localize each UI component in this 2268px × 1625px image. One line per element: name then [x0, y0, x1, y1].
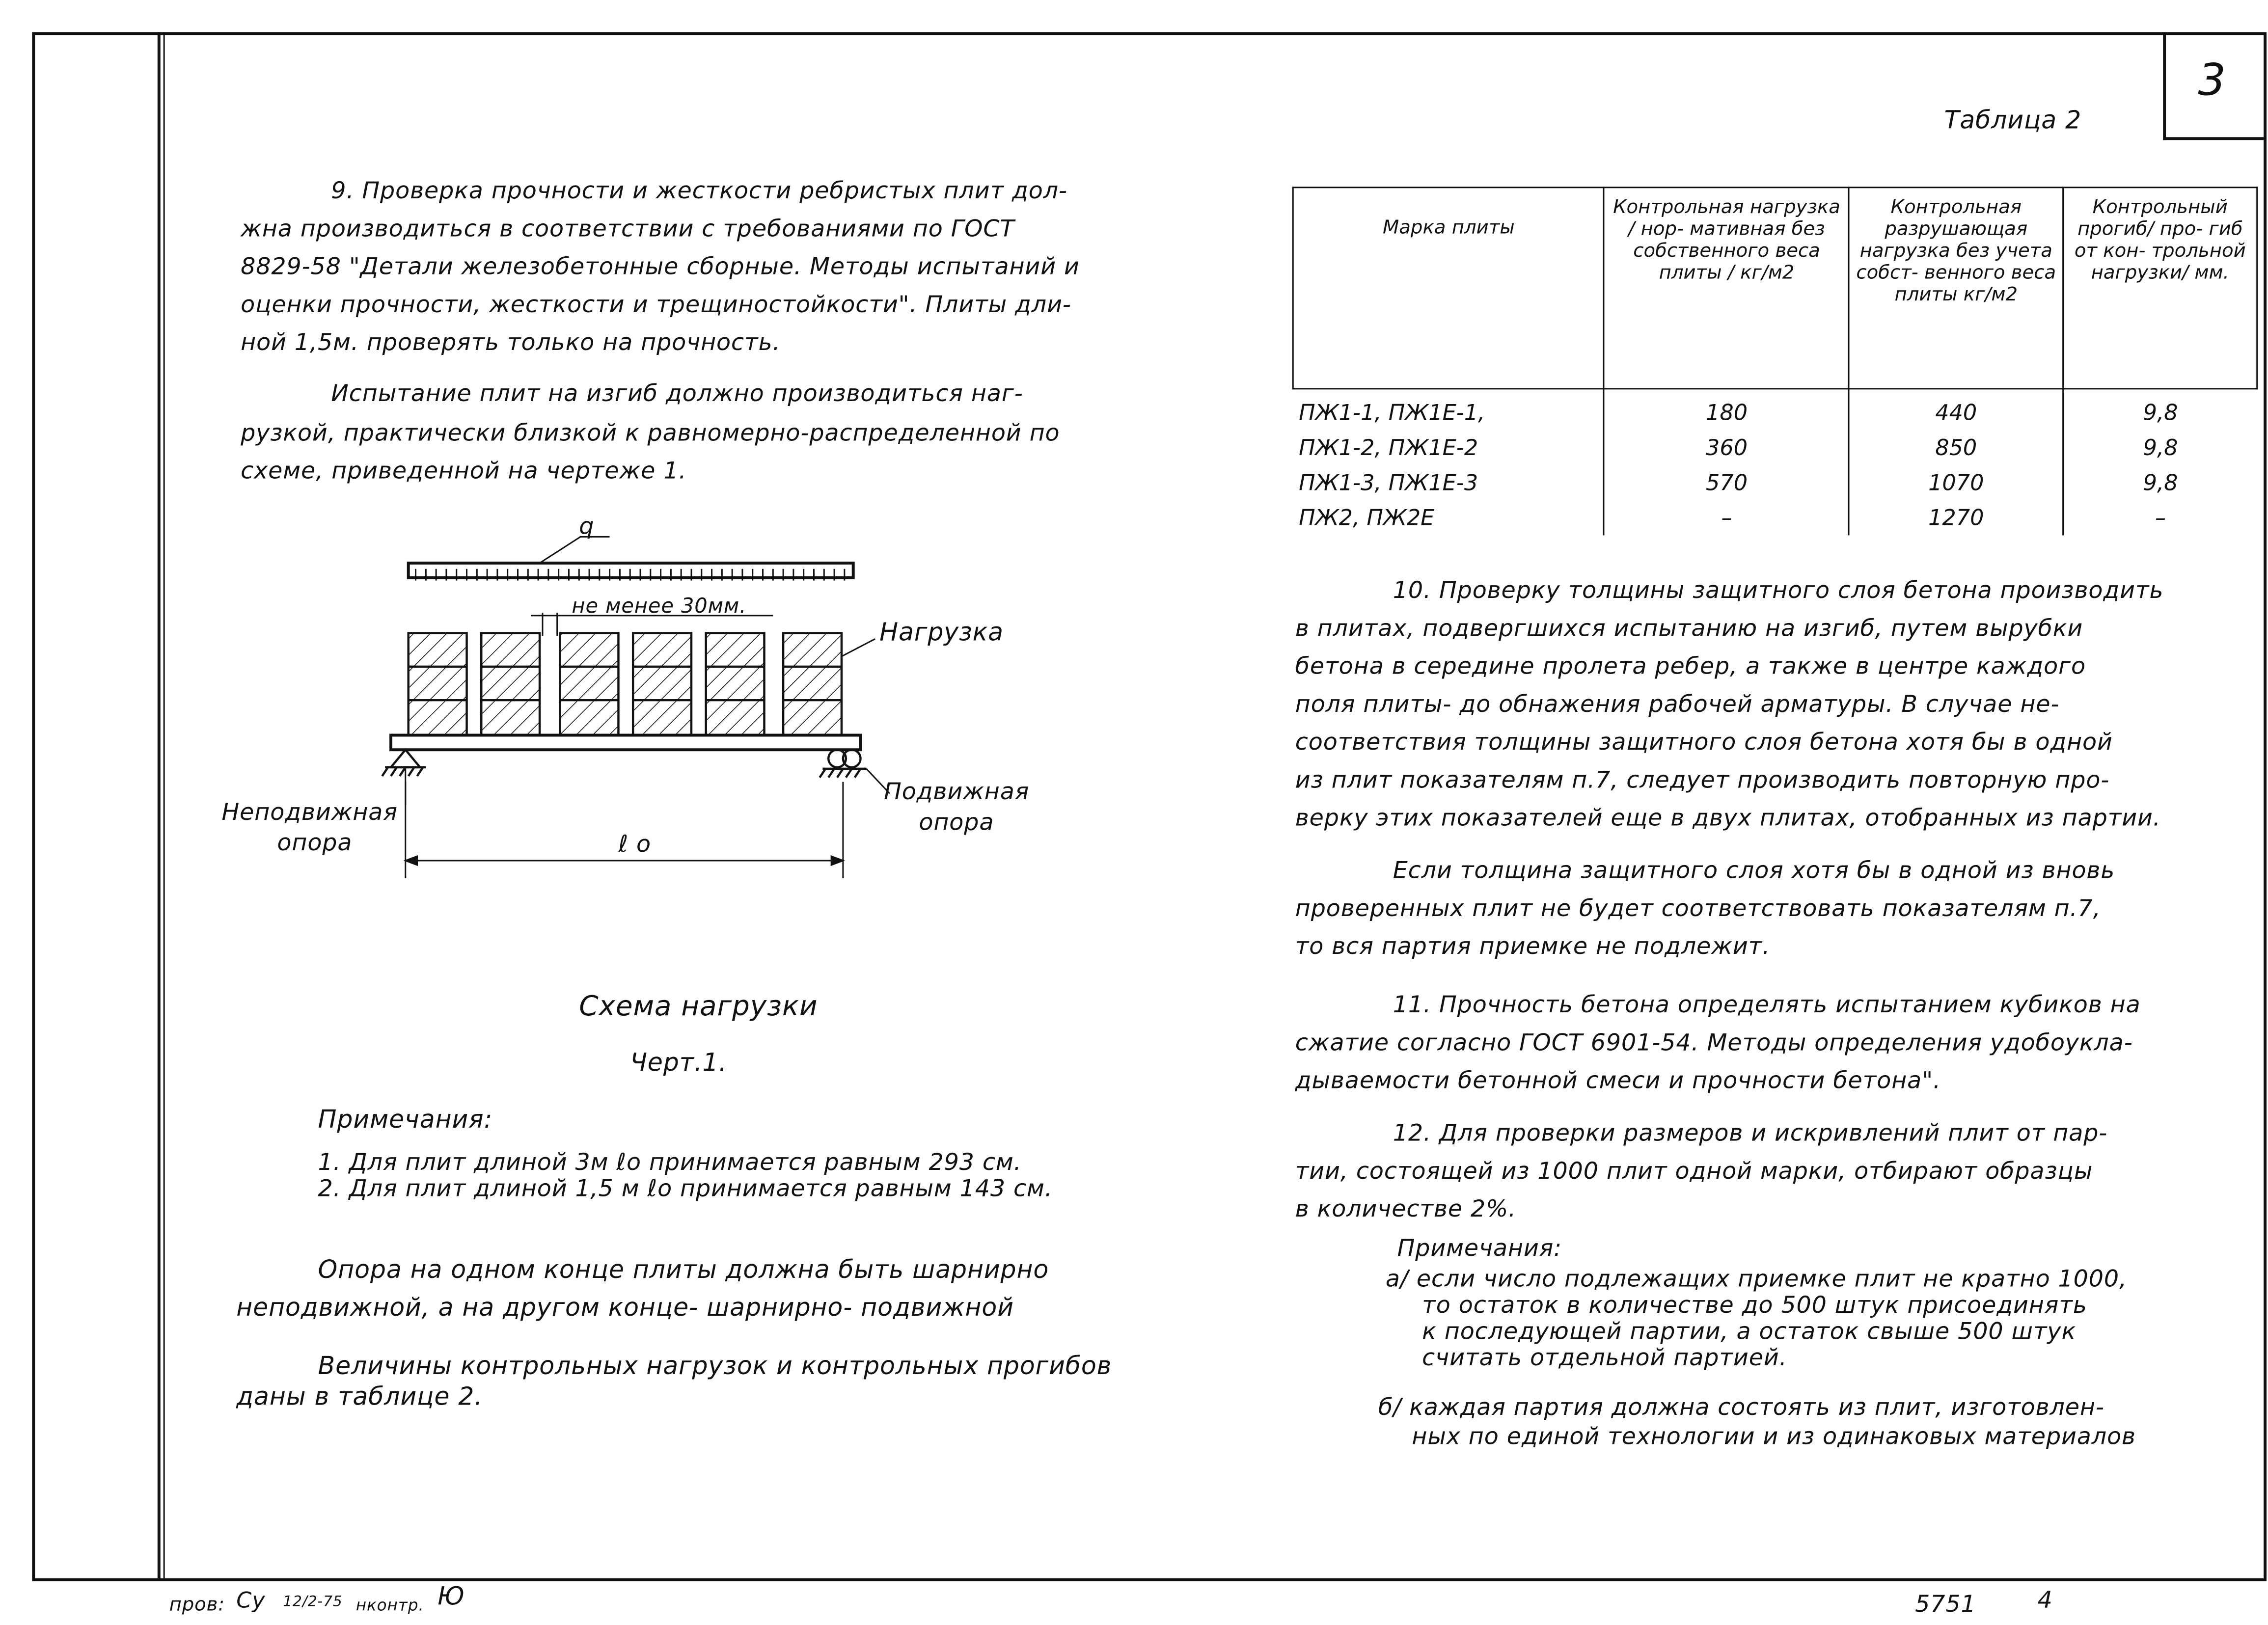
paragraph-12-line-2: тии, состоящей из 1000 плит одной марки, отбирают образцы: [1295, 1157, 2093, 1185]
table-row-2-mark: ПЖ1-2, ПЖ1Е-2: [1299, 434, 1478, 461]
table-control-load-cell: [1604, 389, 1849, 536]
paragraph-test-line-3: схеме, приведенной на чертеже 1.: [241, 457, 687, 485]
paragraph-10b-line-2: проверенных плит не будет соответствовать показателям п.7,: [1295, 894, 2101, 922]
slab: [391, 735, 860, 750]
table-row-1-deflection: 9,8: [2143, 400, 2178, 426]
paragraph-12-line-1: 12. Для проверки размеров и искривлений плит от пар-: [1393, 1118, 2108, 1147]
table-row-3-mark: ПЖ1-3, ПЖ1Е-3: [1299, 469, 1478, 496]
q-leader-line: [540, 537, 610, 563]
footer-checked-signature: Су: [236, 1587, 266, 1614]
brick-stacks: [409, 633, 842, 735]
table-row-3-control-load: 570: [1705, 469, 1748, 496]
figure-caption: Схема нагрузки: [579, 990, 818, 1023]
left-note-1: 1. Для плит длиной 3м ℓо принимается равным 293 см.: [318, 1148, 1022, 1176]
left-notes-title: Примечания:: [318, 1106, 493, 1135]
figure-spacing-label: не менее 30мм.: [572, 595, 747, 619]
table-breaking-load-cell: [1849, 389, 2063, 536]
paragraph-10-line-4: поля плиты- до обнажения рабочей арматуры. В случае не-: [1295, 690, 2060, 718]
paragraph-12-line-3: в количестве 2%.: [1295, 1194, 1517, 1222]
table-caption: Таблица 2: [1944, 106, 2082, 136]
table-row-3-breaking-load: 1070: [1928, 469, 1984, 496]
table-header-row: [1293, 188, 2257, 389]
paragraph-10-line-3: бетона в середине пролета ребер, а также в центре каждого: [1295, 652, 2086, 680]
paragraph-test-line-1: Испытание плит на изгиб должно производиться наг-: [331, 379, 1023, 407]
table-header-control-load: Контрольная нагрузка / нор- мативная без собственного веса плиты / кг/м2: [1604, 188, 1849, 389]
paragraph-9-line-2: жна производиться в соответствии с требованиями по ГОСТ: [241, 214, 1015, 243]
paragraph-11-line-2: сжатие согласно ГОСТ 6901-54. Методы определения удобоукла-: [1295, 1028, 2133, 1056]
table-row-1-mark: ПЖ1-1, ПЖ1Е-1,: [1299, 400, 1485, 426]
note-a-line-1: а/ если число подлежащих приемке плит не кратно 1000,: [1385, 1265, 2128, 1293]
values-line-2: даны в таблице 2.: [236, 1382, 483, 1412]
paragraph-10-line-2: в плитах, подвергшихся испытанию на изгиб, путем вырубки: [1295, 614, 2083, 642]
table-row-3-deflection: 9,8: [2143, 469, 2178, 496]
paragraph-9-line-5: ной 1,5м. проверять только на прочность.: [241, 328, 781, 356]
paragraph-9-line-1: 9. Проверка прочности и жесткости ребристых плит дол-: [331, 176, 1068, 204]
footer-checked-date: 12/2-75: [283, 1594, 343, 1611]
note-b-line-2: ных по единой технологии и из одинаковых материалов: [1412, 1422, 2136, 1450]
table-row-4-mark: ПЖ2, ПЖ2Е: [1299, 505, 1435, 531]
right-notes-title: Примечания:: [1397, 1234, 1562, 1262]
note-a-line-4: считать отдельной партией.: [1422, 1343, 1787, 1371]
load-table: [1292, 187, 2258, 535]
binding-margin-line-inner: [164, 32, 165, 1578]
paragraph-10b-line-1: Если толщина защитного слоя хотя бы в одной из вновь: [1393, 856, 2115, 884]
footer-document-number: 5751: [1915, 1590, 1976, 1618]
figure-fixed-support-label-1: Неподвижная: [221, 798, 398, 826]
distributed-load-bar: [409, 563, 853, 578]
left-note-2: 2. Для плит длиной 1,5 м ℓо принимается равным 143 см.: [318, 1174, 1053, 1202]
movable-support: [820, 750, 866, 777]
table-body-row: [1293, 389, 2257, 536]
table-row-4-control-load: –: [1721, 505, 1732, 531]
fixed-support: [382, 750, 426, 776]
footer-page-number: 4: [2037, 1585, 2053, 1614]
table-row-1-control-load: 180: [1705, 400, 1748, 426]
paragraph-11-line-1: 11. Прочность бетона определять испытанием кубиков на: [1393, 990, 2141, 1018]
footer-checked-label: пров:: [169, 1594, 225, 1617]
table-row-4-breaking-load: 1270: [1928, 505, 1984, 531]
note-b-line-1: б/ каждая партия должна состоять из плит, изготовлен-: [1378, 1393, 2104, 1421]
table-header-mark: Марка плиты: [1293, 188, 1604, 389]
drawing-reference: Черт.1.: [630, 1049, 727, 1078]
table-row-4-deflection: –: [2155, 505, 2166, 531]
paragraph-10-line-1: 10. Проверку толщины защитного слоя бетона производить: [1393, 576, 2164, 604]
paragraph-11-line-3: дываемости бетонной смеси и прочности бетона".: [1295, 1066, 1941, 1094]
table-deflection-cell: [2063, 389, 2257, 536]
table-row-2-breaking-load: 850: [1935, 434, 1977, 461]
table-header-deflection: Контрольный прогиб/ про- гиб от кон- трольной нагрузки/ мм.: [2063, 188, 2257, 389]
note-a-line-3: к последующей партии, а остаток свыше 500 штук: [1422, 1317, 2077, 1345]
paragraph-9-line-3: 8829-58 "Детали железобетонные сборные. Методы испытаний и: [241, 252, 1080, 280]
figure-fixed-support-label-2: опора: [277, 828, 353, 857]
figure-q-label: q: [579, 512, 595, 540]
paragraph-10b-line-3: то вся партия приемке не подлежит.: [1295, 932, 1771, 960]
paragraph-test-line-2: рузкой, практически близкой к равномерно-распределенной по: [241, 418, 1060, 447]
paragraph-10-line-7: верку этих показателей еще в двух плитах, отобранных из партии.: [1295, 804, 2161, 832]
binding-margin-line: [158, 32, 161, 1578]
load-leader-line: [842, 639, 875, 656]
table-header-breaking-load: Контрольная разрушающая нагрузка без учета собст- венного веса плиты кг/м2: [1849, 188, 2063, 389]
sheet-number: 3: [2198, 55, 2226, 107]
figure-movable-support-label-1: Подвижная: [884, 777, 1030, 806]
figure-span-label: ℓ о: [618, 830, 651, 858]
table-row-2-deflection: 9,8: [2143, 434, 2178, 461]
footer-norm-label: нконтр.: [355, 1596, 424, 1615]
figure-load-label: Нагрузка: [879, 618, 1004, 648]
support-line-1: Опора на одном конце плиты должна быть шарнирно: [318, 1256, 1049, 1285]
table-marks-cell: [1293, 389, 1604, 536]
sheet-number-box: [2163, 32, 2264, 140]
table-row-2-control-load: 360: [1705, 434, 1748, 461]
paragraph-9-line-4: оценки прочности, жесткости и трещиностойкости". Плиты дли-: [241, 290, 1071, 318]
table-row-1-breaking-load: 440: [1935, 400, 1977, 426]
paragraph-10-line-5: соответствия толщины защитного слоя бетона хотя бы в одной: [1295, 728, 2113, 756]
note-a-line-2: то остаток в количестве до 500 штук присоединять: [1422, 1291, 2087, 1319]
paragraph-10-line-6: из плит показателям п.7, следует производить повторную про-: [1295, 765, 2110, 794]
support-line-2: неподвижной, а на другом конце- шарнирно- подвижной: [236, 1294, 1014, 1323]
values-line-1: Величины контрольных нагрузок и контрольных прогибов: [318, 1352, 1112, 1381]
footer-norm-signature: Ю: [437, 1582, 465, 1612]
figure-movable-support-label-2: опора: [919, 808, 994, 836]
